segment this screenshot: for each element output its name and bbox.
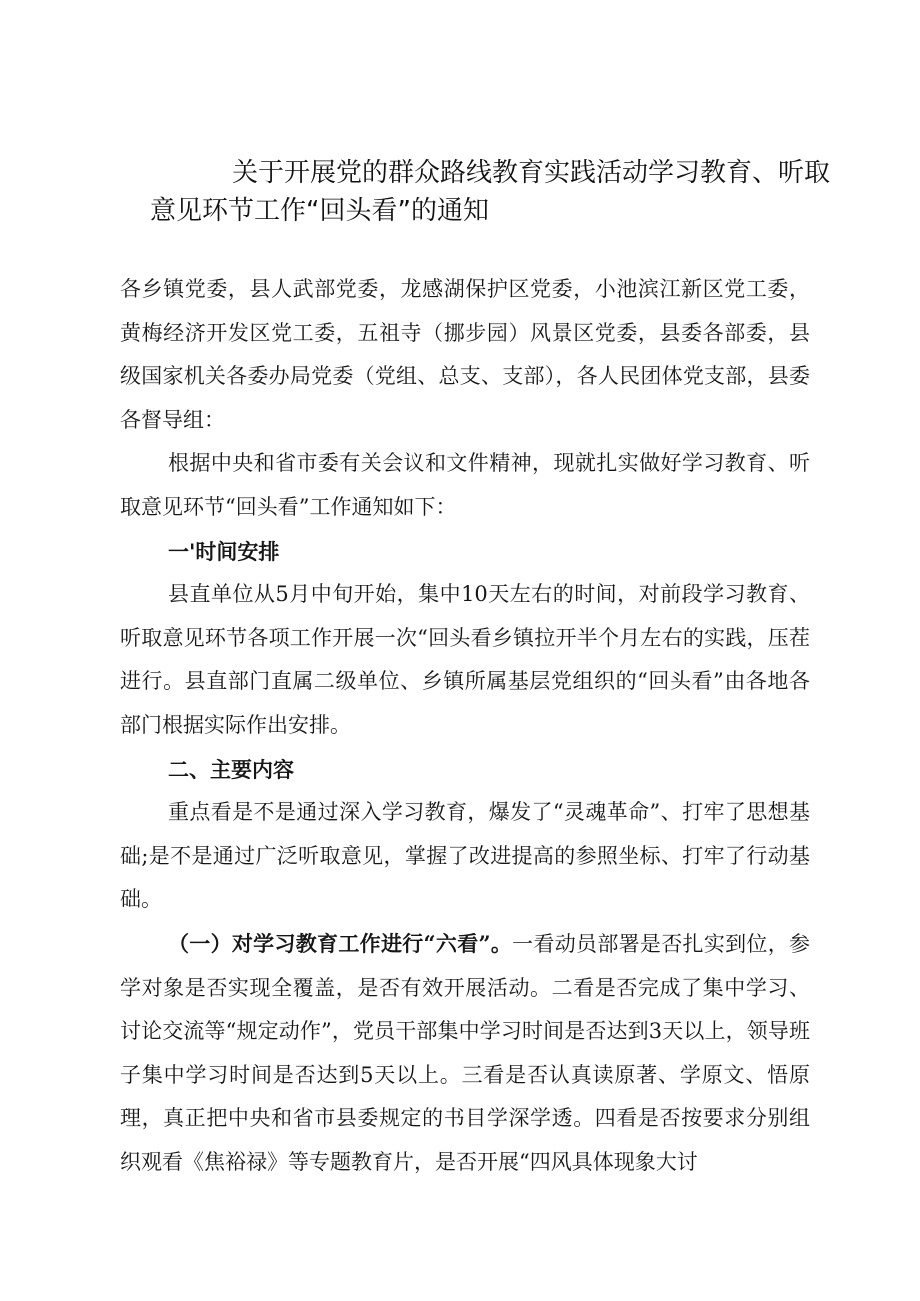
document-body [120, 268, 810, 1184]
salutation-paragraph: 各乡镇党委，县人武部党委，龙感湖保护区党委，小池滨江新区党工委，黄梅经济开发区党工委，五祖寺（挪步园）风景区党委，县委各部委，县级国家机关各委办局党委（党组、总支、支部），各人民团体党支部，县委各督导组： [120, 277, 810, 432]
title-line-2: 意见环节工作“回头看”的通知 [150, 196, 489, 226]
intro-paragraph: 根据中央和省市委有关会议和文件精神，现就扎实做好学习教育、听取意见环节“回头看”工作通知如下： [120, 451, 810, 519]
subsection-1-text: 一看动员部署是否扎实到位，参学对象是否实现全覆盖，是否有效开展活动。二看是否完成了集中学习、讨论交流等“规定动作”，党员干部集中学习时间是否达到3天以上，领导班子集中学习时间是否达到5天以上。三看是否认真读原著、学原文、悟原理，真正把中央和省市县委规定的书目学深学透。四看是否按要求分别组织观看《焦裕禄》等专题教育片，是否开展“四风具体现象大讨 [120, 931, 810, 1174]
section-1-heading: 一'时间安排 [168, 538, 280, 564]
section-1-paragraph: 县直单位从5月中旬开始，集中10天左右的时间，对前段学习教育、听取意见环节各项工作开展一次“回头看乡镇拉开半个月左右的实践，压茬进行。县直部门直属二级单位、乡镇所属基层党组织的“回头看”由各地各部门根据实际作出安排。 [120, 582, 810, 737]
notice-title [150, 154, 830, 230]
title-line-1: 关于开展党的群众路线教育实践活动学习教育、听取 [232, 158, 831, 188]
subsection-1-lead: （一）对学习教育工作进行“六看”。 [168, 930, 513, 956]
subsection-1-paragraph [120, 922, 810, 1185]
section-2-heading: 二、主要内容 [168, 756, 294, 782]
section-2-paragraph: 重点看是不是通过深入学习教育，爆发了“灵魂革命”、打牢了思想基础;是不是通过广泛听取意见，掌握了改进提高的参照坐标、打牢了行动基础。 [120, 800, 810, 912]
